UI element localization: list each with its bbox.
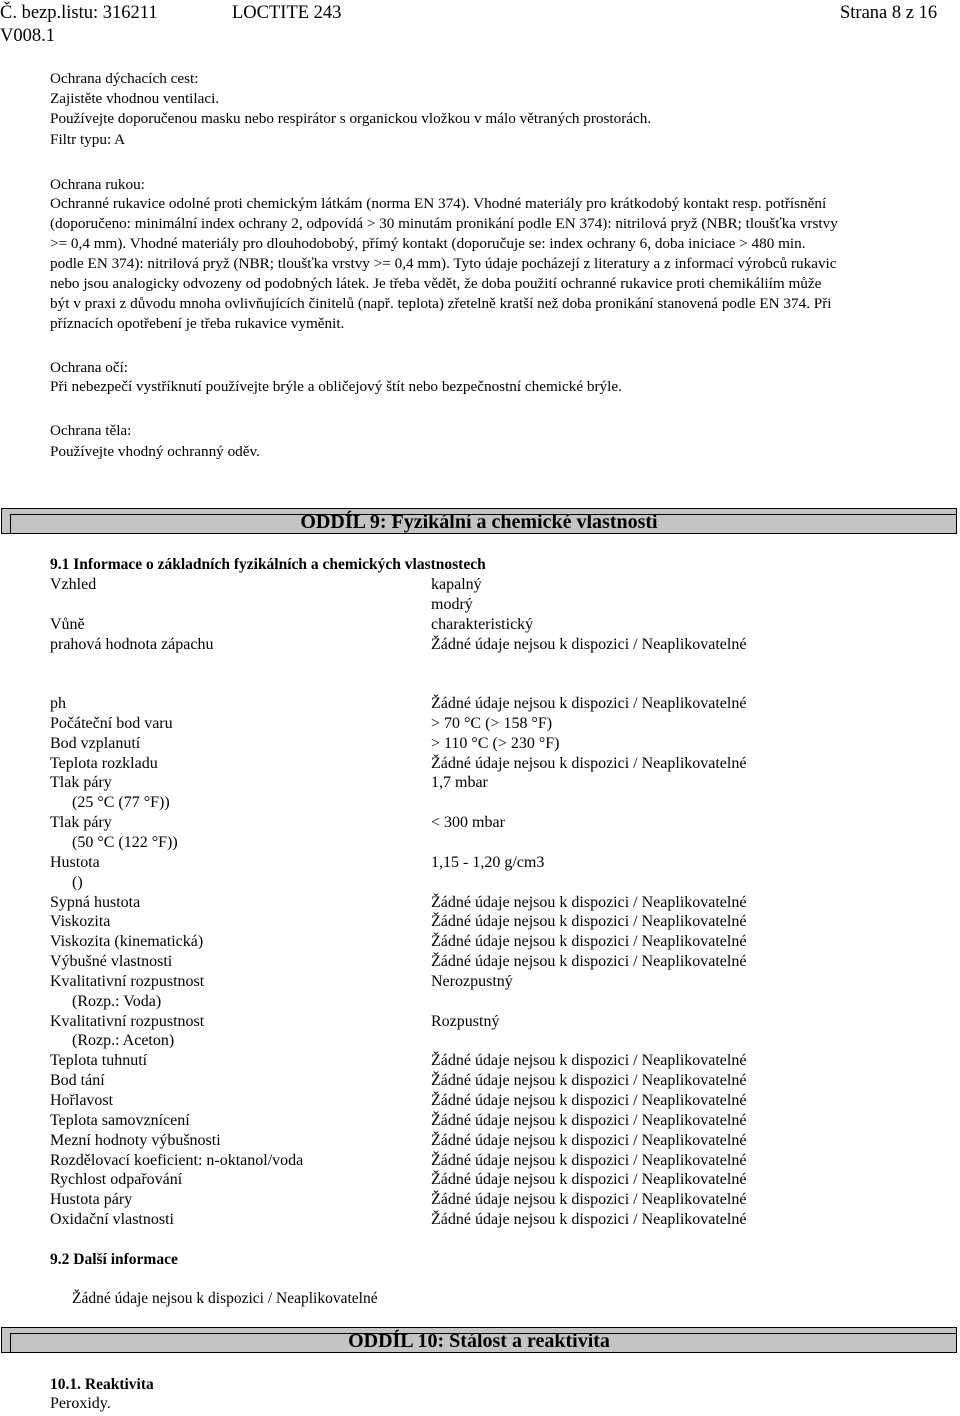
property-label: Hustota — [50, 854, 100, 871]
property-value: Žádné údaje nejsou k dispozici / Neaplikovatelné — [431, 1132, 747, 1149]
property-value: < 300 mbar — [431, 814, 505, 831]
property-value: Žádné údaje nejsou k dispozici / Neaplikovatelné — [431, 1191, 747, 1208]
subsection-10-1-title: 10.1. Reaktivita — [50, 1376, 154, 1393]
property-value: Žádné údaje nejsou k dispozici / Neaplikovatelné — [431, 1112, 747, 1129]
property-value: 1,15 - 1,20 g/cm3 — [431, 854, 545, 871]
eyes-title: Ochrana očí: — [50, 359, 129, 376]
property-value: Žádné údaje nejsou k dispozici / Neaplikovatelné — [431, 953, 747, 970]
section-9-title: ODDÍL 9: Fyzikální a chemické vlastnosti — [300, 511, 658, 533]
property-label: Oxidační vlastnosti — [50, 1211, 174, 1228]
property-value: Žádné údaje nejsou k dispozici / Neaplikovatelné — [431, 933, 747, 950]
hands-line: příznacích opotřebení je třeba rukavice vyměnit. — [50, 315, 345, 332]
hands-line: nebo jsou analogicky odvozeny od podobných látek. Je třeba vědět, že doba použití ochranné rukavice proti chemikáliím může — [50, 275, 822, 292]
property-condition: () — [72, 874, 83, 891]
version: V008.1 — [0, 26, 55, 46]
subsection-9-2-text: Žádné údaje nejsou k dispozici / Neaplikovatelné — [72, 1290, 378, 1307]
hands-line: podle EN 374): nitrilová pryž (NBR; tloušťka vrstvy >= 0,4 mm). Tyto údaje pocházejí z literatury a z informací výrobců rukavic — [50, 255, 837, 272]
page-number: Strana 8 z 16 — [840, 3, 938, 23]
property-value: Žádné údaje nejsou k dispozici / Neaplikovatelné — [431, 1052, 747, 1069]
property-label: Teplota tuhnutí — [50, 1052, 148, 1069]
property-label: Viskozita — [50, 913, 111, 930]
property-label: Kvalitativní rozpustnost — [50, 1013, 205, 1030]
property-condition: (Rozp.: Voda) — [72, 993, 162, 1010]
property-label: Bod tání — [50, 1072, 105, 1089]
property-value: Žádné údaje nejsou k dispozici / Neaplikovatelné — [431, 1072, 747, 1089]
property-value: Žádné údaje nejsou k dispozici / Neaplikovatelné — [431, 894, 747, 911]
property-value: Nerozpustný — [431, 973, 513, 990]
property-value: Žádné údaje nejsou k dispozici / Neaplikovatelné — [431, 695, 747, 712]
property-label: Rozdělovací koeficient: n-oktanol/voda — [50, 1152, 304, 1169]
property-value: Žádné údaje nejsou k dispozici / Neaplikovatelné — [431, 1211, 747, 1228]
property-label: Teplota samovznícení — [50, 1112, 190, 1129]
hands-line: Ochranné rukavice odolné proti chemickým látkám (norma EN 374). Vhodné materiály pro krátkodobý kontakt resp. potřísnění — [50, 195, 827, 212]
property-condition: (Rozp.: Aceton) — [72, 1032, 175, 1049]
body-line: Používejte vhodný ochranný oděv. — [50, 443, 260, 460]
property-value: Žádné údaje nejsou k dispozici / Neaplikovatelné — [431, 913, 747, 930]
respiratory-line: Používejte doporučenou masku nebo respirátor s organickou vložkou v málo větraných prostorách. — [50, 110, 652, 127]
respiratory-line: Zajistěte vhodnou ventilaci. — [50, 90, 220, 107]
section-9-header — [1, 508, 957, 534]
property-label: Počáteční bod varu — [50, 715, 173, 732]
subsection-9-1-title: 9.1 Informace o základních fyzikálních a chemických vlastnostech — [50, 556, 486, 573]
property-label: Tlak páry — [50, 774, 112, 791]
subsection-9-2-title: 9.2 Další informace — [50, 1251, 178, 1268]
property-value: Žádné údaje nejsou k dispozici / Neaplikovatelné — [431, 1152, 747, 1169]
property-value: > 70 °C (> 158 °F) — [431, 715, 553, 732]
property-label: Hořlavost — [50, 1092, 114, 1109]
property-value: Žádné údaje nejsou k dispozici / Neaplikovatelné — [431, 755, 747, 772]
body-title: Ochrana těla: — [50, 422, 132, 439]
section-10-header — [1, 1327, 957, 1353]
property-value: 1,7 mbar — [431, 774, 488, 791]
section-10-title: ODDÍL 10: Stálost a reaktivita — [348, 1330, 610, 1352]
appearance-label: Vzhled — [50, 576, 97, 593]
odor-value: charakteristický — [431, 616, 534, 633]
odor-label: Vůně — [50, 616, 85, 633]
property-label: Rychlost odpařování — [50, 1171, 183, 1188]
property-value: Rozpustný — [431, 1013, 500, 1030]
property-label: Bod vzplanutí — [50, 735, 141, 752]
product-name: LOCTITE 243 — [232, 3, 342, 23]
property-value: Žádné údaje nejsou k dispozici / Neaplikovatelné — [431, 1171, 747, 1188]
odor-threshold-label: prahová hodnota zápachu — [50, 636, 214, 653]
sds-number: Č. bezp.listu: 316211 — [0, 3, 158, 23]
subsection-10-1-text: Peroxidy. — [50, 1395, 111, 1412]
property-condition: (25 °C (77 °F)) — [72, 794, 170, 811]
property-label: Mezní hodnoty výbušnosti — [50, 1132, 221, 1149]
respiratory-line: Filtr typu: A — [50, 131, 126, 148]
property-label: ph — [50, 695, 66, 712]
property-label: Výbušné vlastnosti — [50, 953, 173, 970]
hands-line: (doporučeno: minimální index ochrany 2, odpovídá > 30 minutám pronikání podle EN 374): nitrilová pryž (NBR; tloušťka vrstvy — [50, 215, 838, 232]
respiratory-title: Ochrana dýchacích cest: — [50, 70, 199, 87]
odor-threshold-value: Žádné údaje nejsou k dispozici / Neaplikovatelné — [431, 636, 747, 653]
appearance-value: kapalný — [431, 576, 482, 593]
hands-title: Ochrana rukou: — [50, 176, 145, 193]
property-label: Teplota rozkladu — [50, 755, 158, 772]
appearance-color: modrý — [431, 596, 473, 613]
property-label: Sypná hustota — [50, 894, 141, 911]
hands-paragraph — [50, 194, 950, 334]
hands-line: >= 0,4 mm). Vhodné materiály pro dlouhodobobý, přímý kontakt (doporučuje se: index ochrany 6, doba iniciace > 480 min. — [50, 235, 806, 252]
property-value: Žádné údaje nejsou k dispozici / Neaplikovatelné — [431, 1092, 747, 1109]
property-label: Hustota páry — [50, 1191, 133, 1208]
property-condition: (50 °C (122 °F)) — [72, 834, 178, 851]
eyes-line: Při nebezpečí vystříknutí používejte brýle a obličejový štít nebo bezpečnostní chemické brýle. — [50, 378, 622, 395]
property-value: > 110 °C (> 230 °F) — [431, 735, 560, 752]
property-label: Kvalitativní rozpustnost — [50, 973, 205, 990]
property-label: Viskozita (kinematická) — [50, 933, 204, 950]
property-label: Tlak páry — [50, 814, 112, 831]
hands-line: být v praxi z důvodu mnoha ovlivňujících činitelů (např. teplota) zřetelně kratší než doba pronikání stanovená podle EN 374. Při — [50, 295, 832, 312]
